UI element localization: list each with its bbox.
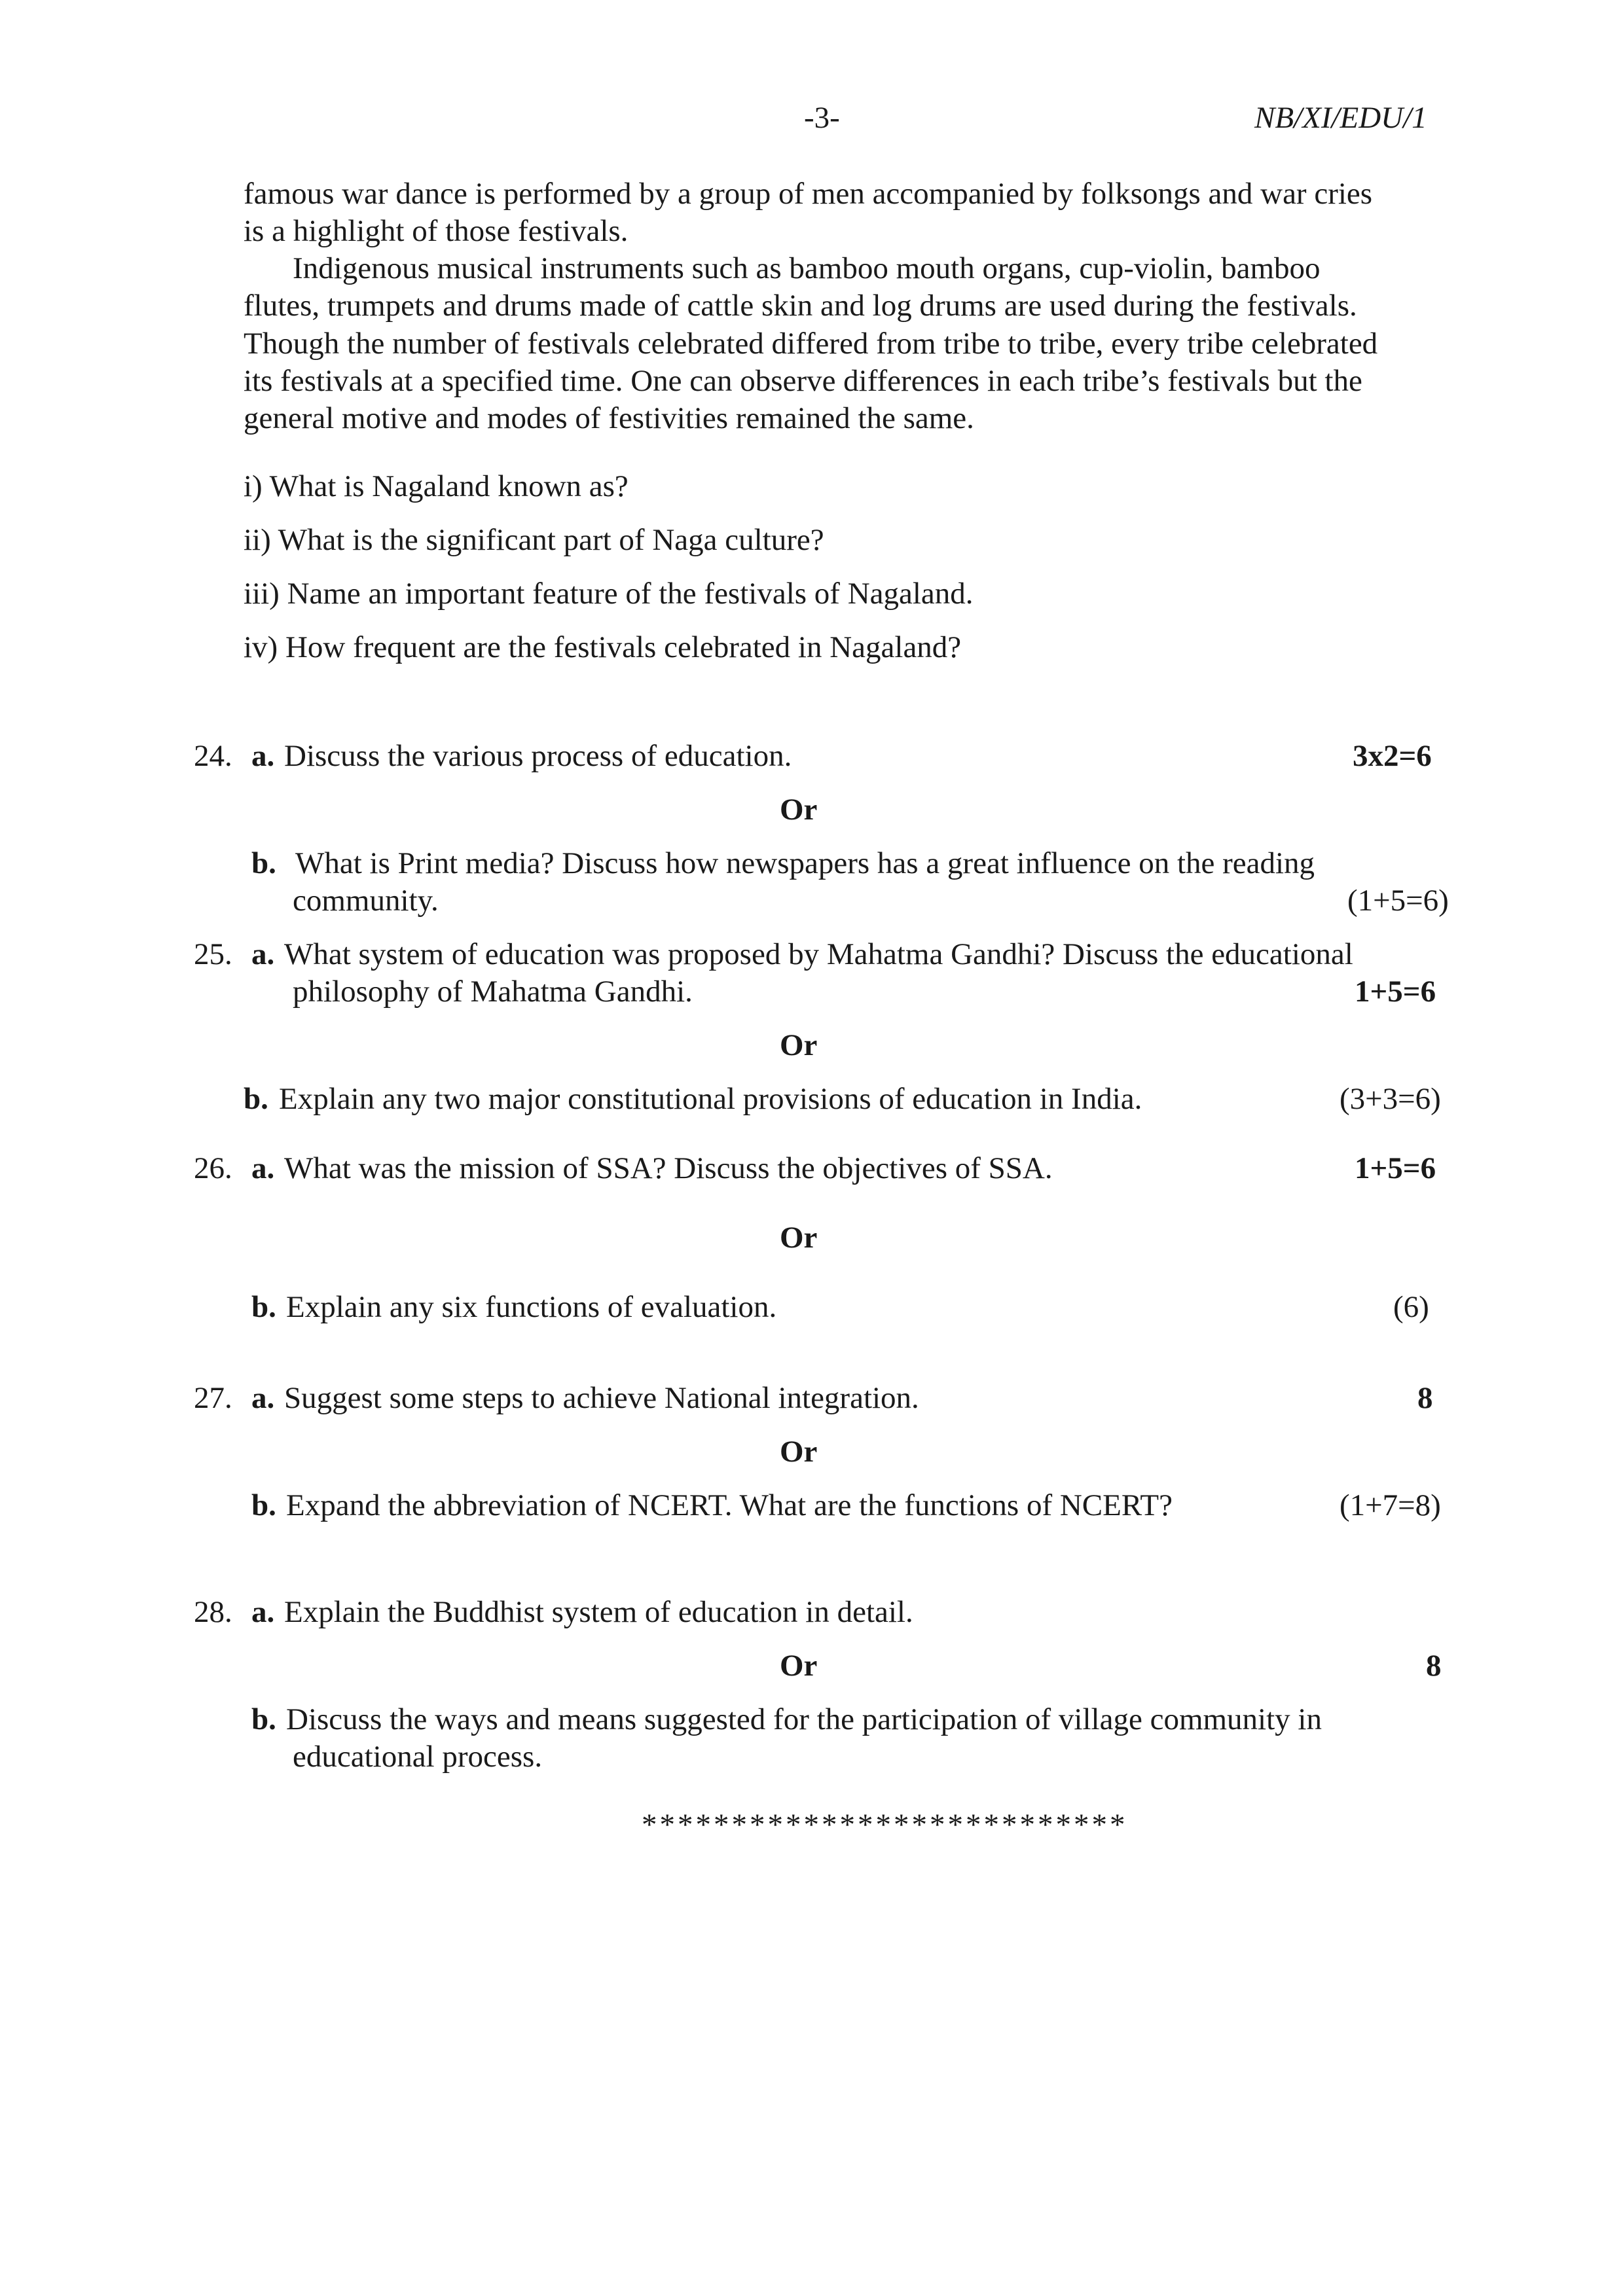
or-label: Or: [780, 1028, 818, 1062]
option-label: a.: [251, 1151, 275, 1185]
option-label: a.: [251, 739, 275, 773]
question-text: What is Print media? Discuss how newspapers has a great influence on the reading: [295, 846, 1315, 880]
passage-question: ii) What is the significant part of Naga culture?: [244, 523, 824, 557]
question-text: What was the mission of SSA? Discuss the objectives of SSA.: [284, 1151, 1053, 1185]
question-text: educational process.: [293, 1740, 543, 1774]
passage-line: its festivals at a specified time. One can observe differences in each tribe’s festivals but the: [244, 364, 1362, 398]
marks: (3+3=6): [1340, 1082, 1441, 1116]
question-number: 24.: [194, 739, 232, 773]
paper-code: NB/XI/EDU/1: [1254, 101, 1427, 135]
passage-line: flutes, trumpets and drums made of cattle skin and log drums are used during the festivals.: [244, 289, 1357, 323]
option-label: b.: [251, 1488, 276, 1522]
question-text: Expand the abbreviation of NCERT. What are the functions of NCERT?: [286, 1488, 1173, 1522]
passage-question: iv) How frequent are the festivals celebrated in Nagaland?: [244, 630, 962, 664]
option-label: a.: [251, 937, 275, 971]
question-text: philosophy of Mahatma Gandhi.: [293, 975, 693, 1009]
marks: (1+5=6): [1347, 884, 1449, 918]
question-text: Suggest some steps to achieve National integration.: [284, 1381, 919, 1415]
passage-question: iii) Name an important feature of the festivals of Nagaland.: [244, 577, 974, 611]
end-of-paper-stars: ***************************: [642, 1808, 1128, 1842]
marks: 1+5=6: [1355, 1151, 1436, 1185]
option-label: b.: [251, 846, 276, 880]
marks: (1+7=8): [1340, 1488, 1441, 1522]
marks: 8: [1417, 1381, 1433, 1415]
option-label: b.: [251, 1702, 276, 1736]
or-label: Or: [780, 1435, 818, 1469]
question-text: Discuss the various process of education.: [284, 739, 792, 773]
option-label: b.: [244, 1082, 268, 1116]
question-text: What system of education was proposed by Mahatma Gandhi? Discuss the educational: [284, 937, 1353, 971]
option-label: a.: [251, 1595, 275, 1629]
marks: 8: [1426, 1649, 1442, 1683]
or-label: Or: [780, 793, 818, 827]
question-number: 27.: [194, 1381, 232, 1415]
marks: 3x2=6: [1353, 739, 1432, 773]
marks: (6): [1393, 1290, 1429, 1324]
question-number: 28.: [194, 1595, 232, 1629]
question-number: 25.: [194, 937, 232, 971]
question-number: 26.: [194, 1151, 232, 1185]
passage-line: famous war dance is performed by a group of men accompanied by folksongs and war cries: [244, 177, 1373, 211]
or-label: Or: [780, 1221, 818, 1255]
question-text: Explain any six functions of evaluation.: [286, 1290, 777, 1324]
passage-line: Indigenous musical instruments such as bamboo mouth organs, cup-violin, bamboo: [293, 251, 1321, 285]
page-number: -3-: [804, 101, 840, 135]
option-label: a.: [251, 1381, 275, 1415]
question-text: community.: [293, 884, 439, 918]
question-text: Explain any two major constitutional provisions of education in India.: [279, 1082, 1142, 1116]
passage-line: general motive and modes of festivities remained the same.: [244, 401, 974, 435]
option-label: b.: [251, 1290, 276, 1324]
marks: 1+5=6: [1355, 975, 1436, 1009]
question-text: Discuss the ways and means suggested for the participation of village community in: [286, 1702, 1322, 1736]
passage-line: is a highlight of those festivals.: [244, 214, 629, 248]
passage-line: Though the number of festivals celebrated differed from tribe to tribe, every tribe celebrated: [244, 327, 1378, 361]
question-text: Explain the Buddhist system of education in detail.: [284, 1595, 913, 1629]
or-label: Or: [780, 1649, 818, 1683]
passage-question: i) What is Nagaland known as?: [244, 469, 629, 503]
